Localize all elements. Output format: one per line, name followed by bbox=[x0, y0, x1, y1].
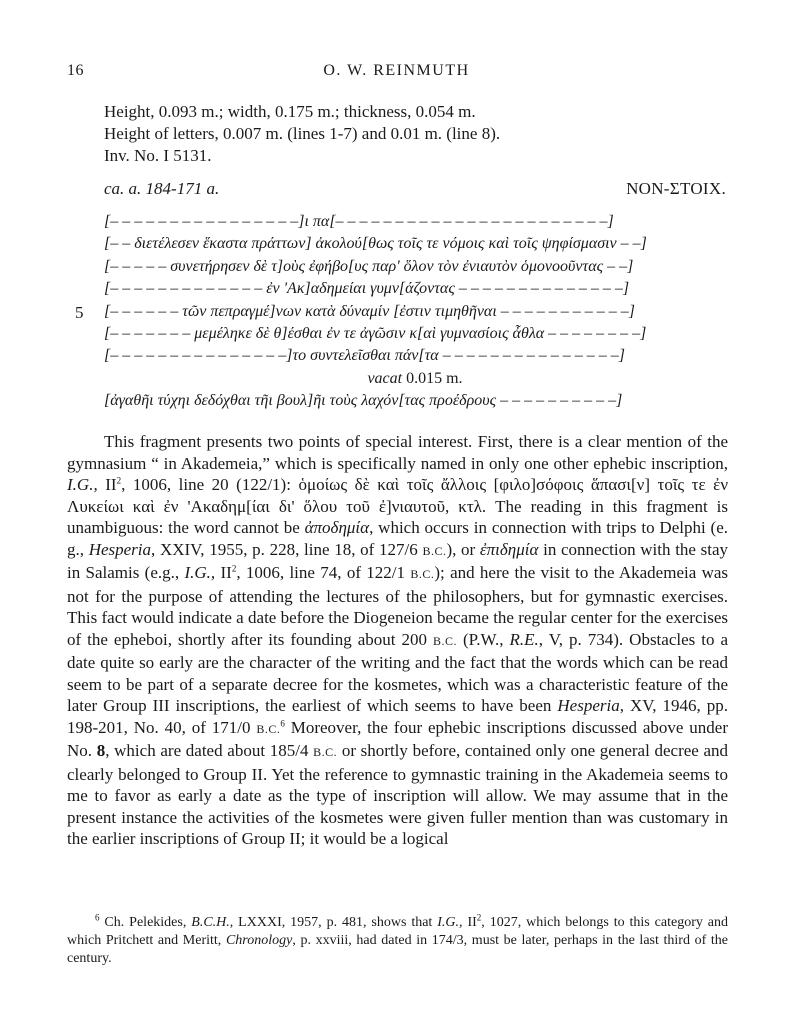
vacat-size: 0.015 m. bbox=[406, 369, 463, 387]
footnote-text: $^6$ Ch. Pelekides, B.C.H., LXXXI, 1957, p. 481, shows that I.G., $II^2$, 1027, which belongs to this category and which Pritchett and Meritt, Chronology, p. xxviii, had dated in 174/3, must be later, perhaps in the last third of the century. bbox=[67, 912, 729, 966]
inscription-line: [– – – – – – – – – – – – – – –]το συντελεῖσθαι πάν[τα – – – – – – – – – – – – – – –] bbox=[104, 347, 625, 365]
running-title: O. W. REINMUTH bbox=[323, 62, 470, 79]
commentary-body bbox=[67, 431, 728, 850]
inscription-line: [– – διετέλεσεν ἕκαστα πράττων] ἀκολού[θως τοῖς τε νόμοις καὶ τοῖς ψηφίσμασιν – –] bbox=[104, 235, 647, 253]
inscription-line: [– – – – – συνετήρησεν δὲ τ]οὺς ἐφήβο[υς παρ' ὅλον τὸν ἐνιαυτὸν ὁμονοοῦντας – –] bbox=[104, 257, 634, 275]
date-row bbox=[104, 179, 726, 199]
stoichedon-style: NON-ΣΤΟΙΧ. bbox=[626, 179, 726, 198]
line-number-5: 5 bbox=[75, 303, 84, 322]
dimensions-line: Height, 0.093 m.; width, 0.175 m.; thickness, 0.054 m. bbox=[104, 102, 476, 121]
footnote bbox=[67, 914, 728, 968]
inscription-line: [– – – – – – – – – – – – – ἐν 'Ακ]αδημείαι γυμν[άζοντας – – – – – – – – – – – – – –] bbox=[104, 280, 630, 298]
inscription-date: ca. a. 184-171 a. bbox=[104, 179, 220, 198]
vacat-line bbox=[104, 368, 726, 390]
footnote-reference: 6 bbox=[280, 717, 285, 728]
inscription-line: [– – – – – – – – – – – – – – – –]ι πα[– – – – – – – – – – – – – – – – – – – – – – –] bbox=[104, 213, 614, 230]
inscription-line: [– – – – – – – μεμέληκε δὲ θ]έσθαι ἐν τε ἀγῶσιν κ[αὶ γυμνασίοις ἆθλα – – – – – – – –] bbox=[104, 324, 647, 342]
letter-height-line: Height of letters, 0.007 m. (lines 1-7) and 0.01 m. (line 8). bbox=[104, 124, 501, 143]
inscription-metadata bbox=[104, 101, 500, 167]
running-header bbox=[67, 62, 726, 84]
inscription-last-line: [ἀγαθῆι τύχηι δεδόχθαι τῆι βουλ]ῆι τοὺς λαχόν[τας προέδρους – – – – – – – – – –] bbox=[104, 392, 623, 410]
inscription-text bbox=[104, 211, 726, 413]
commentary-paragraph: This fragment presents two points of special interest. First, there is a clear mention of the gymnasium “ in Akademeia,” which is specifically named in only one other ephebic inscription, I.G., $II^2$, 1006, line 20 (122/1): ὁμοίως δὲ καὶ τοῖς ἄλλοις [φιλο]σόφοις ἅπασι[ν] τοῖς τε ἐν Λυκείωι καὶ ἐν 'Ακαδημ[ίαι δι' ὅλου τοῦ ἐ]νιαυτοῦ, κτλ. The reading in this fragment is unambiguous: the word cannot be ἀποδημία, which occurs in connection with trips to Delphi (e. g., Hesperia, XXIV, 1955, p. 228, line 18, of 127/6 B.C.), or ἐπιδημία in connection with the stay in Salamis (e.g., I.G., $II^2$, 1006, line 74, of 122/1 B.C.); and here the visit to the Akademeia was not for the purpose of attending the lectures of the philosophers, but for gymnastic exercises. This fact would indicate a date before the Diogeneion became the regular center for the exercises of the epheboi, shortly after its founding about 200 B.C. (P.W., R.E., V, p. 734). Obstacles to a date quite so early are the character of the writing and the fact that the words which can be read seem to be part of a separate decree for the kosmetes, which was a characteristic feature of the later Group III inscriptions, the earliest of which seems to have been Hesperia, XV, 1946, pp. 198-201, No. 40, of 171/0 B.C.$^6$ Moreover, the four ephebic inscriptions discussed above under No. 8, which are dated about 185/4 B.C. or shortly before, contained only one general decree and clearly belonged to Group II. Yet the reference to gymnastic training in the Akademeia seems to me to favor as early a date as the type of inscription will allow. We may assume that in the present instance the activities of the kosmetes were given fuller mention than was customary in the earlier inscriptions of Group II; it would be a logical bbox=[67, 432, 729, 848]
footnote-mark: 6 bbox=[95, 912, 100, 923]
inscription-line: [– – – – – – τῶν πεπραγμέ]νων κατὰ δύναμίν [ἐστιν τιμηθῆναι – – – – – – – – – – –] bbox=[104, 302, 635, 320]
page-number: 16 bbox=[67, 62, 84, 79]
vacat-word: vacat bbox=[367, 369, 403, 387]
inventory-line: Inv. No. I 5131. bbox=[104, 146, 212, 165]
